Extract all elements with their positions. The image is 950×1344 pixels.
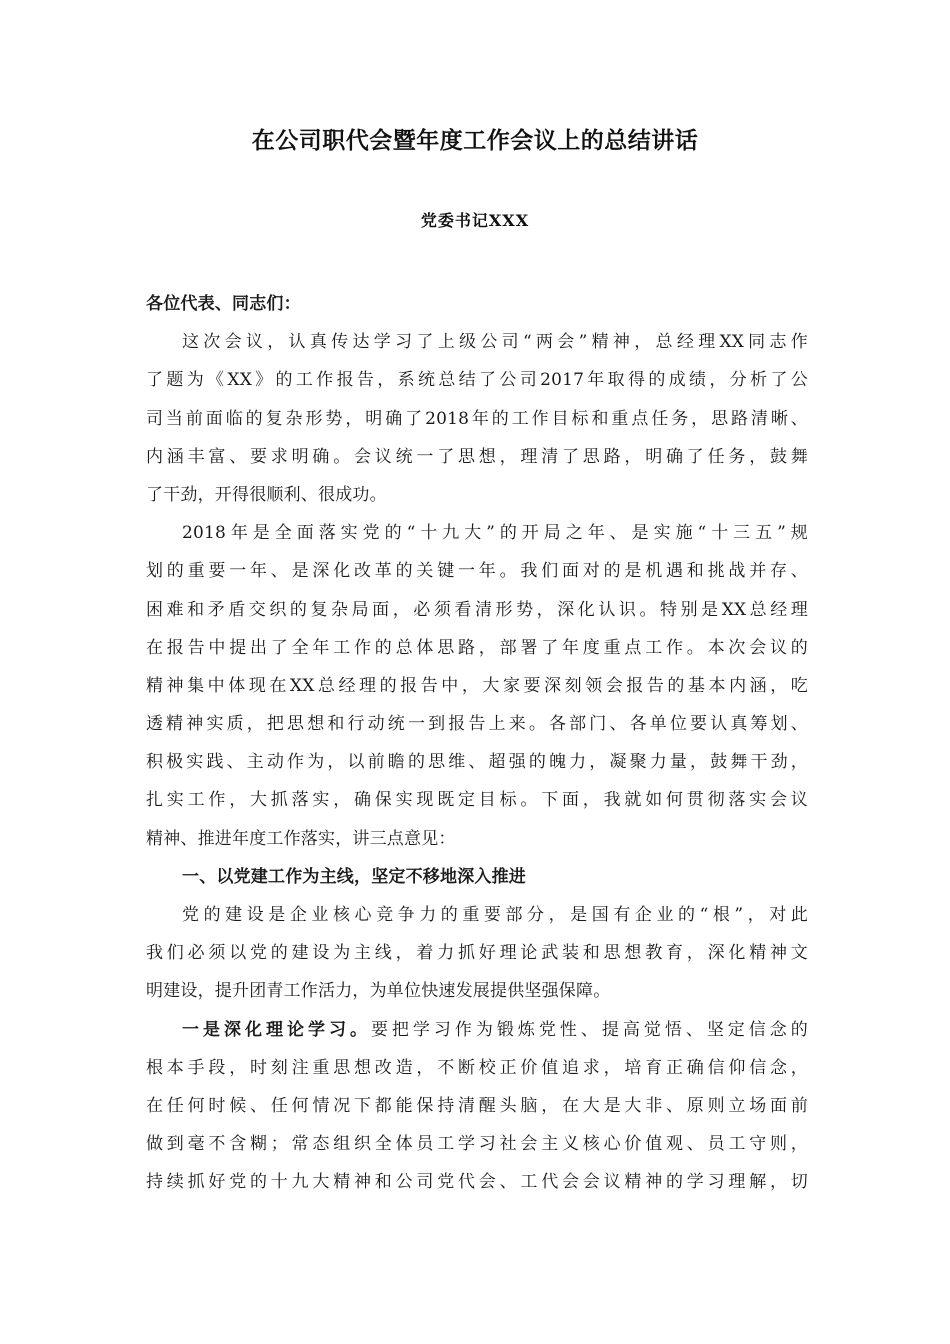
paragraph-line: 了干劲，开得很顺利、很成功。 [146, 484, 387, 505]
paragraph-line: 根本手段，时刻注重思想改造，不断校正价值追求，培育正确信仰信念， [146, 1057, 808, 1078]
paragraph-line: 明建设，提升团青工作活力，为单位快速发展提供坚强保障。 [146, 981, 611, 1002]
paragraph-theory-study [146, 1011, 808, 1202]
paragraph-line: 积极实践、主动作为，以前瞻的思维、超强的魄力，凝聚力量，鼓舞干劲， [146, 752, 808, 773]
paragraph-line: 司当前面临的复杂形势，明确了2018年的工作目标和重点任务，思路清晰、 [146, 408, 808, 429]
point-text: 要把学习作为锻炼党性、提高觉悟、坚定信念的 [370, 1019, 808, 1040]
paragraph-line: 在报告中提出了全年工作的总体思路，部署了年度重点工作。本次会议的 [146, 637, 808, 658]
paragraph-line: 扎实工作，大抓落实，确保实现既定目标。下面，我就如何贯彻落实会议 [146, 790, 808, 811]
paragraph-line: 做到毫不含糊；常态组织全体员工学习社会主义核心价值观、员工守则， [146, 1134, 808, 1155]
paragraph-line: 持续抓好党的十九大精神和公司党代会、工代会会议精神的学习理解，切 [146, 1172, 808, 1193]
point-lead: 一是深化理论学习。 [182, 1019, 371, 1040]
paragraph-line [146, 1011, 808, 1049]
paragraph-opening [146, 323, 808, 514]
salutation: 各位代表、同志们： [146, 294, 301, 314]
document-body [146, 285, 808, 1202]
paragraph-line: 精神集中体现在XX总经理的报告中，大家要深刻领会报告的基本内涵，吃 [146, 675, 808, 696]
paragraph-line: 了题为《XX》的工作报告，系统总结了公司2017年取得的成绩，分析了公 [146, 370, 808, 391]
paragraph-context [146, 514, 808, 858]
paragraph-line: 这次会议，认真传达学习了上级公司“两会”精神，总经理XX同志作 [182, 332, 808, 353]
document-author: 党委书记XXX [420, 211, 530, 230]
paragraph-line: 在任何时候、任何情况下都能保持清醒头脑，在大是大非、原则立场面前 [146, 1095, 808, 1116]
document-title: 在公司职代会暨年度工作会议上的总结讲话 [251, 128, 699, 154]
paragraph-line: 透精神实质，把思想和行动统一到报告上来。各部门、各单位要认真筹划、 [146, 714, 808, 735]
paragraph-line: 2018年是全面落实党的“十九大”的开局之年、是实施“十三五”规 [182, 523, 808, 544]
paragraph-line: 内涵丰富、要求明确。会议统一了思想，理清了思路，明确了任务，鼓舞 [146, 446, 808, 467]
paragraph-party-building [146, 896, 808, 1011]
section-heading-1: 一、以党建工作为主线，坚定不移地深入推进 [182, 866, 526, 887]
paragraph-line: 划的重要一年、是深化改革的关键一年。我们面对的是机遇和挑战并存、 [146, 561, 808, 582]
paragraph-line: 精神、推进年度工作落实，讲三点意见： [146, 828, 456, 849]
paragraph-line: 党的建设是企业核心竞争力的重要部分，是国有企业的“根”，对此 [182, 905, 808, 925]
paragraph-line: 困难和矛盾交织的复杂局面，必须看清形势，深化认识。特别是XX总经理 [146, 599, 808, 620]
paragraph-line: 我们必须以党的建设为主线，着力抓好理论武装和思想教育，深化精神文 [146, 943, 808, 964]
